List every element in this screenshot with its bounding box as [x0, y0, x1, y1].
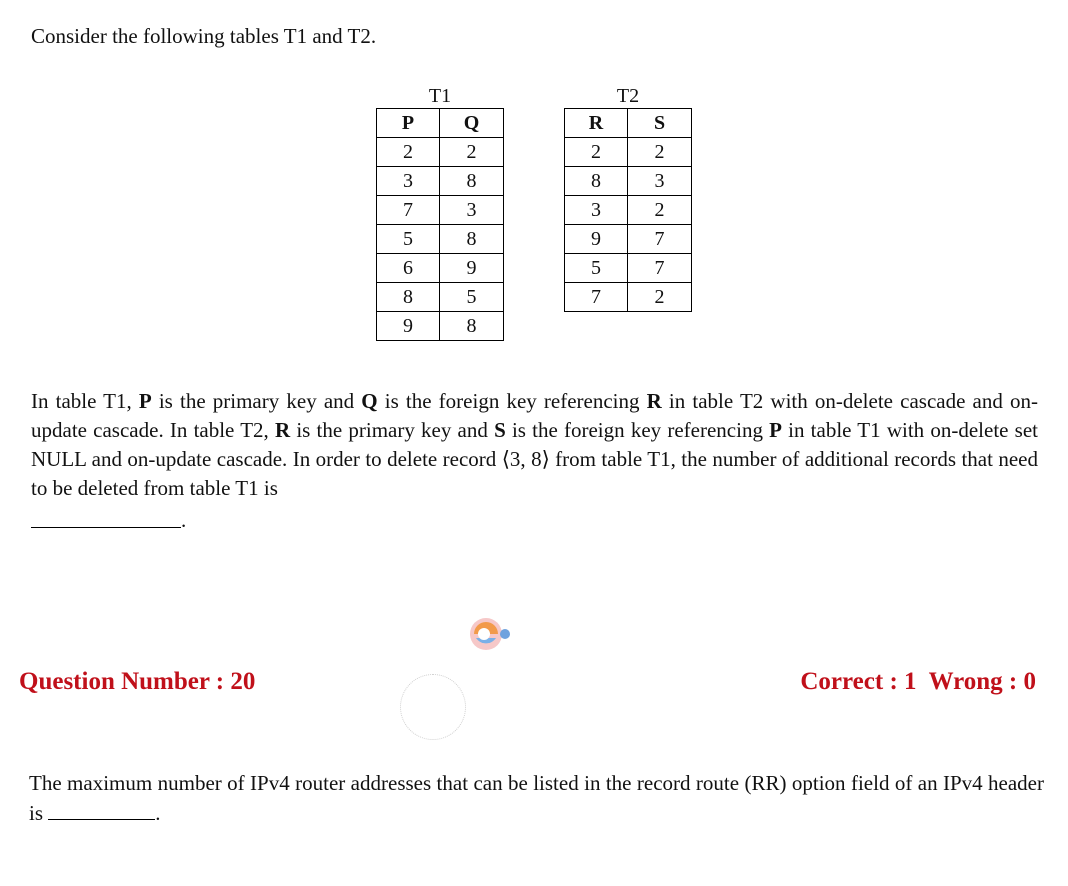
table-row [565, 196, 692, 225]
q1-bold-p: P [769, 418, 782, 442]
q2-end: . [155, 801, 161, 825]
table-row [377, 167, 504, 196]
t1-cell: 9 [440, 254, 504, 283]
answer-blank [31, 527, 181, 528]
q1-text-part: is the primary key and [151, 389, 362, 413]
table-t1-title: T1 [428, 85, 452, 107]
t1-cell: 3 [440, 196, 504, 225]
t2-cell: 3 [628, 167, 692, 196]
score-status [800, 668, 1036, 696]
t1-header-q: Q [440, 109, 504, 138]
table-row [377, 283, 504, 312]
q1-text-part: is the foreign key referencing [505, 418, 770, 442]
question-1-text [31, 387, 1038, 503]
correct-count: Correct : 1 [800, 668, 917, 695]
table-t1 [376, 84, 504, 341]
table-row [377, 312, 504, 341]
table-row [377, 196, 504, 225]
t1-cell: 8 [440, 312, 504, 341]
t1-cell: 5 [377, 225, 440, 254]
q1-text-part: is the primary key and [290, 418, 495, 442]
t1-cell: 5 [440, 283, 504, 312]
answer-blank-period: . [181, 508, 187, 532]
table-row [565, 138, 692, 167]
q2-text: The maximum number of IPv4 router addresses that can be listed in the record route (RR) option field of an IPv4 header is [29, 771, 1044, 825]
table-row [377, 254, 504, 283]
t1-cell: 8 [440, 225, 504, 254]
t2-cell: 2 [628, 283, 692, 312]
t2-cell: 7 [565, 283, 628, 312]
t2-cell: 2 [565, 138, 628, 167]
q1-bold-s: S [494, 418, 506, 442]
table-row [565, 225, 692, 254]
table-t2 [564, 84, 692, 312]
t1-cell: 8 [440, 167, 504, 196]
t1-cell: 2 [377, 138, 440, 167]
table-t2-grid [564, 108, 692, 312]
q1-bold-q: Q [361, 389, 378, 413]
q1-bold-r: R [274, 418, 291, 442]
table-t2-title: T2 [616, 85, 640, 107]
table-t1-grid [376, 108, 504, 341]
t2-cell: 5 [565, 254, 628, 283]
watermark-circle-icon [400, 674, 466, 740]
q1-text-part: in table T1 with on-delete set NULL and on-update cascade. In order to delete record ⟨3, 8⟩ from table T1, the number of additional records that need to be deleted from table T1 is [31, 418, 1038, 500]
t2-cell: 3 [565, 196, 628, 225]
question-2-text [29, 768, 1044, 828]
table-row [565, 254, 692, 283]
t2-cell: 7 [628, 225, 692, 254]
t2-cell: 7 [628, 254, 692, 283]
t1-cell: 2 [440, 138, 504, 167]
t1-header-p: P [377, 109, 440, 138]
intro-text: Consider the following tables T1 and T2. [31, 24, 377, 48]
t2-cell: 2 [628, 138, 692, 167]
t2-cell: 2 [628, 196, 692, 225]
t1-cell: 7 [377, 196, 440, 225]
t2-cell: 8 [565, 167, 628, 196]
table-row [377, 138, 504, 167]
q1-text-part: is the foreign key referencing [377, 389, 647, 413]
t2-cell: 9 [565, 225, 628, 254]
t1-cell: 8 [377, 283, 440, 312]
q1-bold-p: P [138, 389, 152, 413]
watermark-logo-icon [468, 612, 514, 658]
t1-cell: 3 [377, 167, 440, 196]
t1-cell: 9 [377, 312, 440, 341]
t1-cell: 6 [377, 254, 440, 283]
question-number: Question Number : 20 [19, 668, 256, 695]
wrong-count: Wrong : 0 [928, 668, 1036, 695]
q1-text-part: In table T1, [31, 389, 139, 413]
table-row [565, 167, 692, 196]
table-row [377, 225, 504, 254]
t2-header-r: R [565, 109, 628, 138]
q1-bold-r: R [646, 389, 662, 413]
answer-blank [48, 803, 155, 820]
table-row [565, 283, 692, 312]
q1-text-part: in table T2 with on-delete cascade and on-update cascade. In table T2, [31, 389, 1038, 442]
t2-header-s: S [628, 109, 692, 138]
